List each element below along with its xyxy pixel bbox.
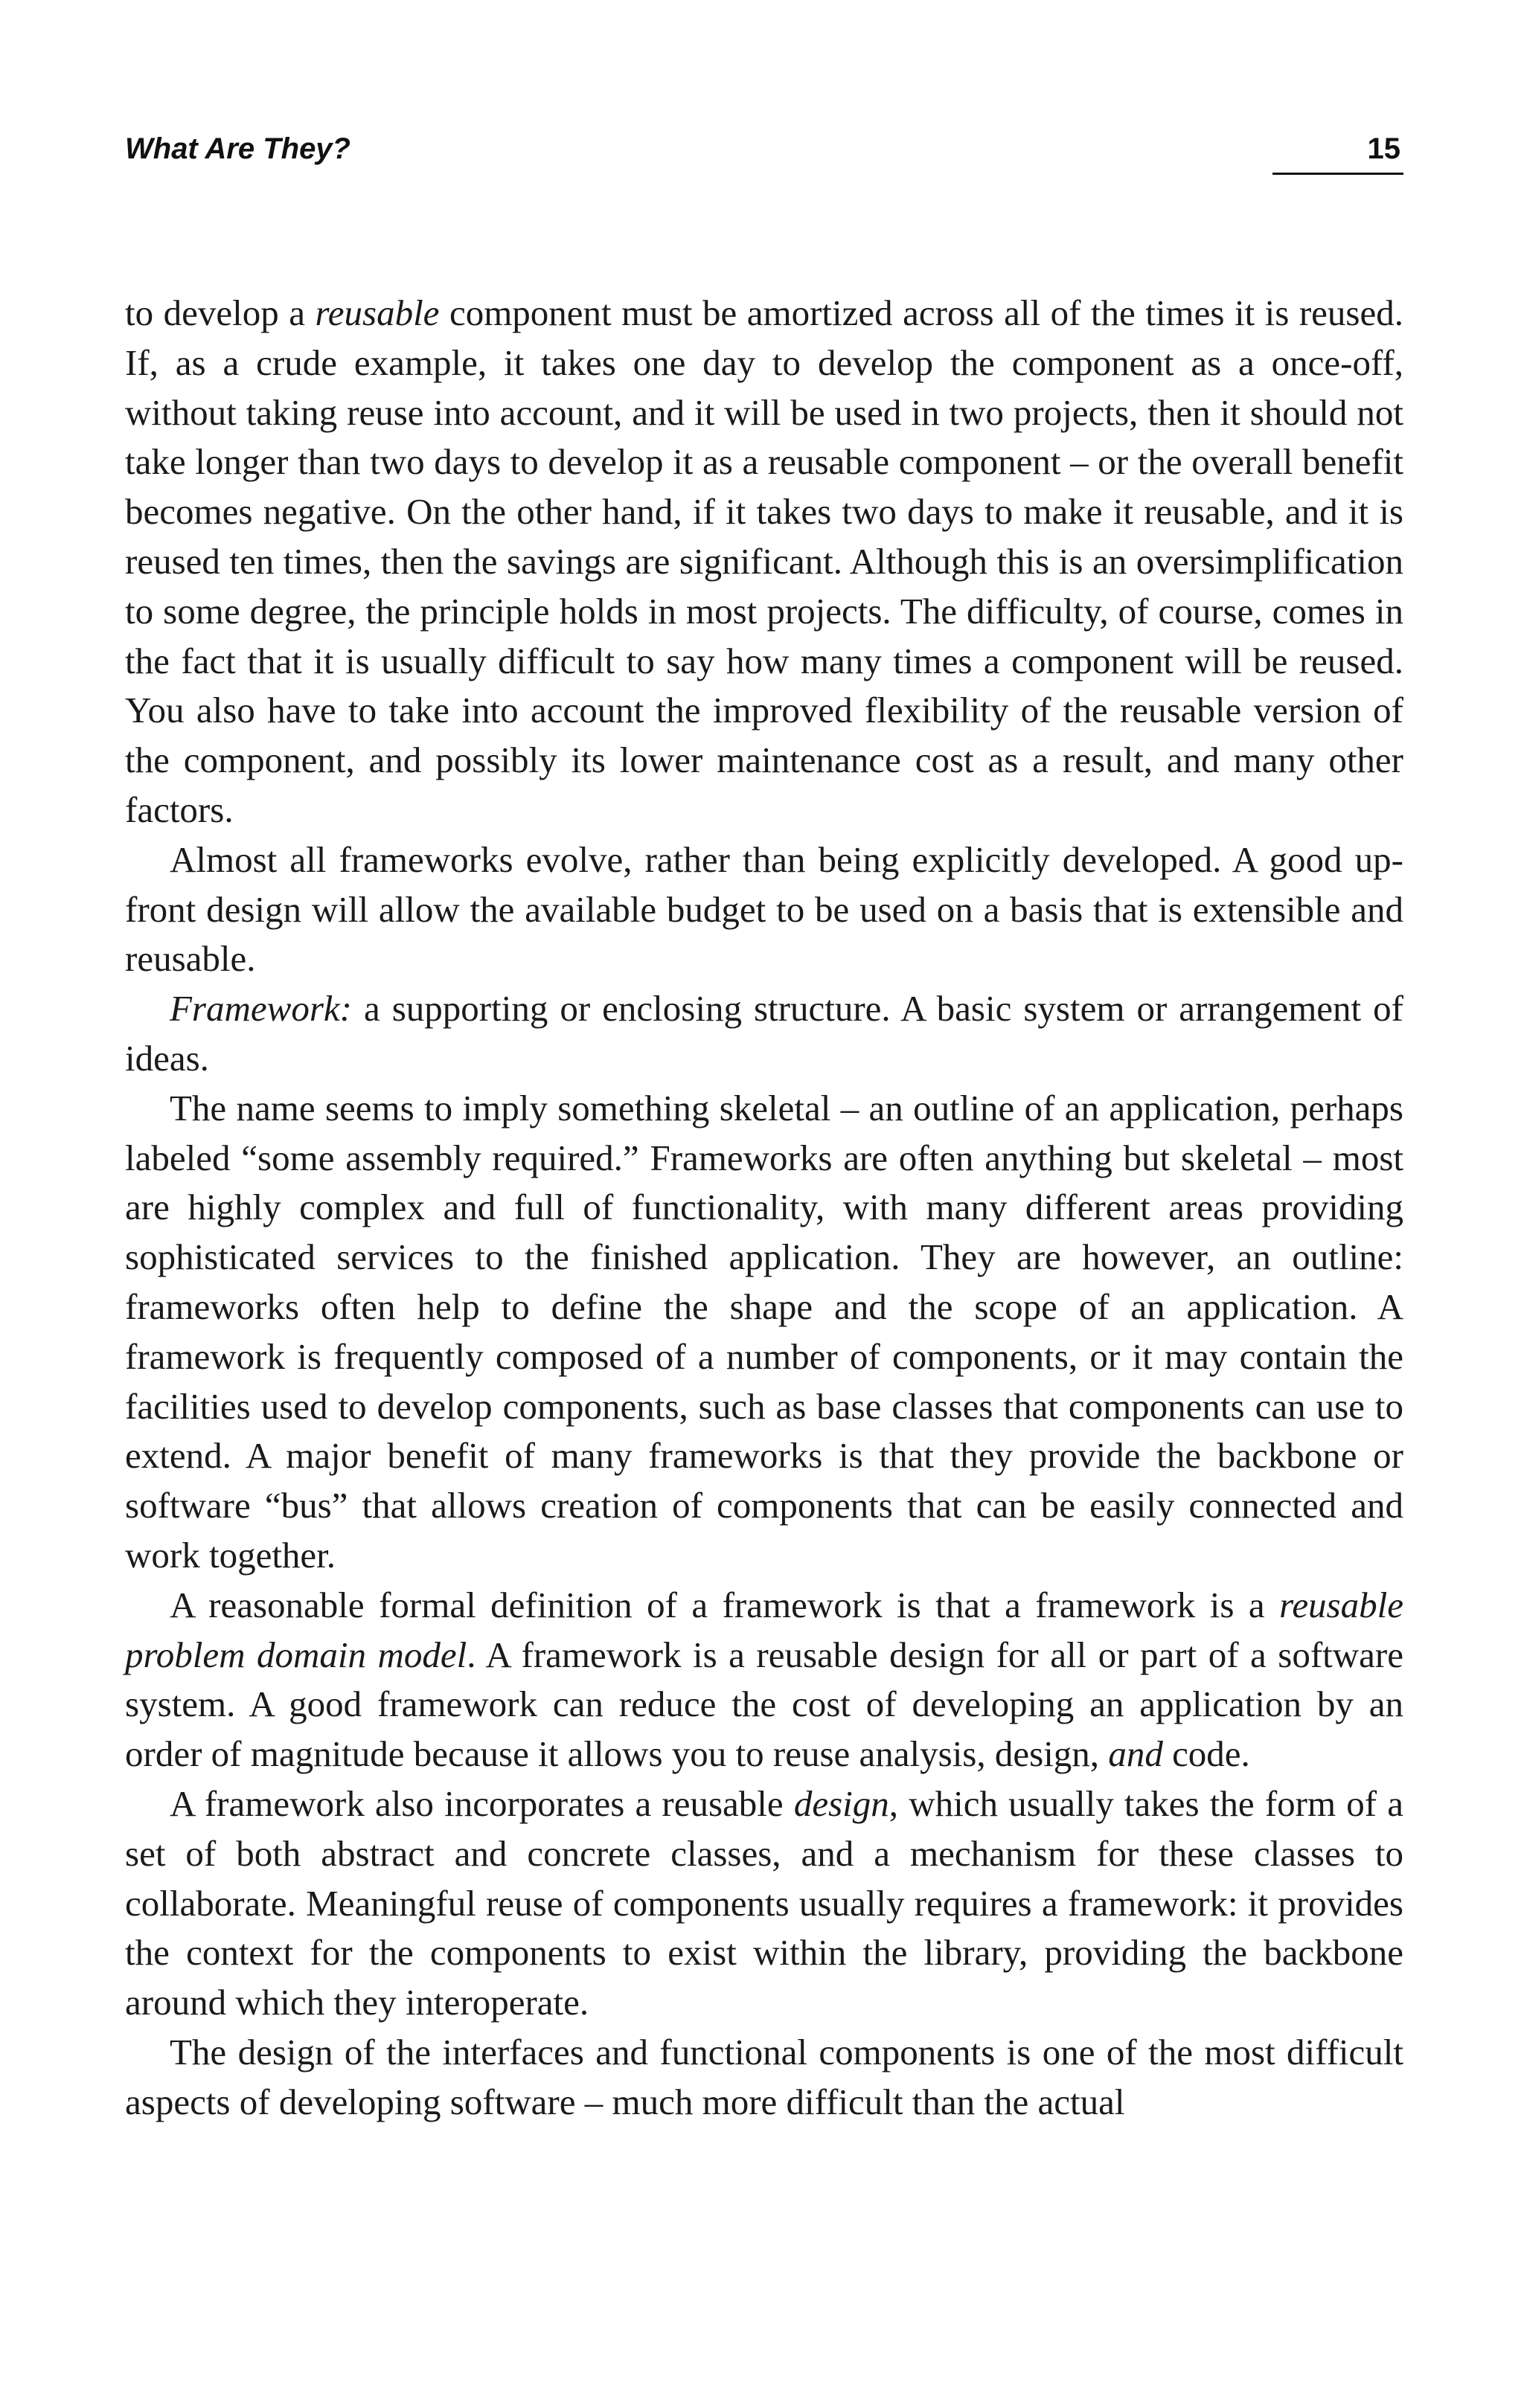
body-text [125, 289, 1403, 2127]
text-run: component must be amortized across all of the times it is reused. If, as a crude example, it takes one day to develop the component as a once-off, without taking reuse into account, and it will be used in two projects, then it should not take longer than two days to develop it as a reusable component – or the overall benefit becomes negative. On the other hand, if it takes two days to make it reusable, and it is reused ten times, then the savings are significant. Although this is an oversimplification to some degree, the principle holds in most projects. The difficulty, of course, comes in the fact that it is usually difficult to say how many times a component will be reused. You also have to take into account the improved flexibility of the reusable version of the component, and possibly its lower maintenance cost as a result, and many other factors. [125, 292, 1403, 830]
italic-text: and [1108, 1733, 1163, 1775]
italic-text: Framework: [170, 988, 352, 1030]
paragraph [125, 1581, 1403, 1779]
text-run: code. [1162, 1733, 1250, 1775]
text-run: , which usually takes the form of a set of both abstract and concrete classes, and a mechanism for these classes to collaborate. Meaningful reuse of components usually requires a framework: it provides the context for the components to exist within the library, providing the backbone around which they interoperate. [125, 1782, 1404, 2023]
paragraph [125, 289, 1403, 835]
text-run: A framework also incorporates a reusable [170, 1782, 794, 1824]
italic-text: reusable problem domain model [125, 1584, 1403, 1675]
folio-rule [1272, 173, 1403, 175]
text-run: Almost all frameworks evolve, rather than being explicitly developed. A good up-front design will allow the available budget to be used on a basis that is extensible and reusable. [125, 838, 1403, 980]
text-run: a supporting or enclosing structure. A basic system or arrangement of ideas. [125, 988, 1403, 1079]
page-number: 15 [1367, 132, 1400, 165]
text-run: to develop a [125, 292, 316, 333]
text-run: A reasonable formal definition of a framework is that a framework is a [170, 1584, 1280, 1625]
italic-text: reusable [315, 292, 440, 333]
italic-text: design [793, 1782, 889, 1824]
paragraph [125, 1084, 1403, 1581]
text-run: . A framework is a reusable design for all or part of a software system. A good framework can reduce the cost of developing an application by an order of magnitude because it allows you to reuse analysis, design, [125, 1634, 1403, 1775]
paragraph [125, 984, 1403, 1084]
paragraph [125, 2028, 1403, 2128]
text-run: The name seems to imply something skeletal – an outline of an application, perhaps labeled “some assembly required.” Frameworks are often anything but skeletal – most are highly complex and full of functionality, with many different areas providing sophisticated services to the finished application. They are however, an outline: frameworks often help to define the shape and the scope of an application. A framework is frequently composed of a number of components, or it may contain the facilities used to develop components, such as base classes that components can use to extend. A major benefit of many frameworks is that they provide the backbone or software “bus” that allows creation of components that can be easily connected and work together. [125, 1087, 1403, 1576]
paragraph [125, 835, 1403, 984]
running-title: What Are They? [125, 132, 350, 165]
text-run: The design of the interfaces and functional components is one of the most difficult aspects of developing software – much more difficult than the actual [125, 2031, 1403, 2122]
paragraph [125, 1779, 1403, 2028]
running-head [125, 128, 1403, 180]
